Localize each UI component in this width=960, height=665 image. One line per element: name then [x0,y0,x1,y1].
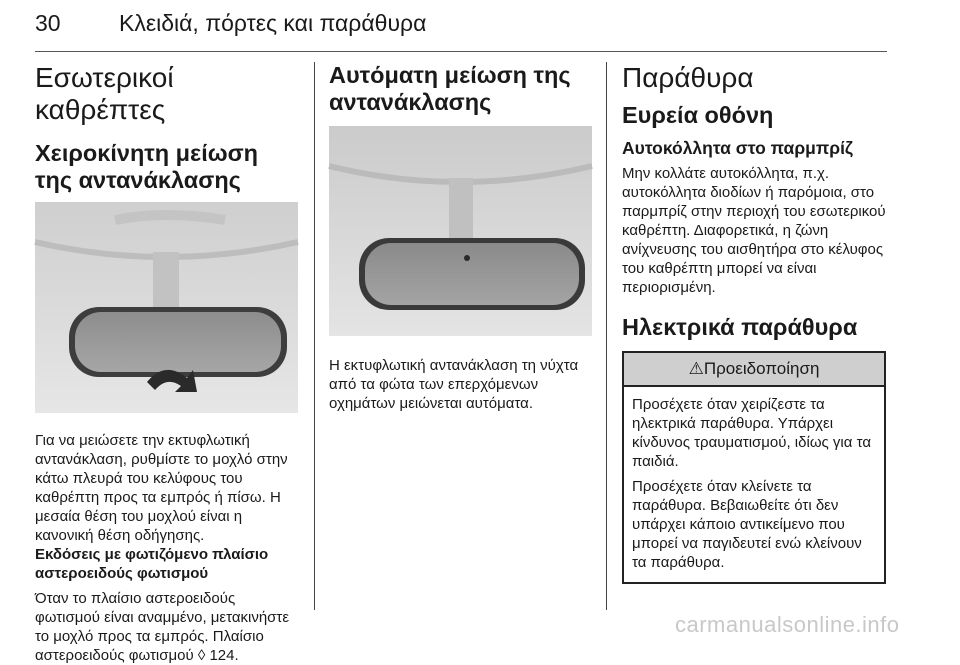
page-header [35,8,887,52]
section-heading: Εσωτερικοί καθρέπτες [35,62,174,125]
section-heading: Παράθυρα [622,62,754,93]
running-title: Κλειδιά, πόρτες και παράθυρα [119,10,427,36]
paragraph: Μην κολλάτε αυτοκόλλητα, π.χ. αυτοκόλλητα διοδίων ή παρόμοια, στο παρμπρίζ στην περιοχή του εσωτερικού καθρέπτη. Διαφορετικά, η ζώνη ανίχνευσης του αισθητήρα στο κέλυφος του καθρέπτη μπορεί να είναι περιορισμένη. [622,165,886,296]
column-1 [35,62,301,665]
column-divider [606,62,607,610]
manual-mirror-photo [35,202,298,413]
warning-box [622,351,886,584]
column-2 [329,62,595,413]
subsubsection-heading: Αυτοκόλλητα στο παρμπρίζ [622,138,853,158]
paragraph: Όταν το πλαίσιο αστεροειδούς φωτισμού είναι αναμμένο, μετακινήστε το μοχλό προς τα εμπρός. Πλαίσιο αστεροειδούς φωτισμού ◊ 124. [35,590,290,664]
paragraph: Για να μειώσετε την εκτυφλωτική αντανάκλαση, ρυθμίστε το μοχλό στην κάτω πλευρά του κελύφους του καθρέπτη προς τα εμπρός ή πίσω. Η μεσαία θέση του μοχλού είναι η κανονική θέση οδήγησης. [35,432,288,544]
subsection-heading: Αυτόματη μείωση της αντανάκλασης [329,62,571,115]
warning-header [624,353,884,387]
watermark: carmanualsonline.info [675,612,900,637]
light-sensor-icon [464,255,470,261]
subsection-heading: Ηλεκτρικά παράθυρα [622,314,858,340]
warning-paragraph: Προσέχετε όταν χειρίζεστε τα ηλεκτρικά παράθυρα. Υπάρχει κίνδυνος τραυματισμού, ιδίως για τα παιδιά. [632,396,871,470]
subsection-heading: Χειροκίνητη μείωση της αντανάκλασης [35,140,259,193]
page-reference[interactable]: 124. [209,647,239,664]
manual-mirror-illustration [35,202,298,413]
warning-paragraph: Προσέχετε όταν κλείνετε τα παράθυρα. Βεβαιωθείτε ότι δεν υπάρχει κάποιο αντικείμενο που μπορεί να παγιδευτεί ενώ κλείνουν τα παράθυρα. [632,478,862,571]
page-ref-icon: ◊ [197,647,206,664]
auto-dimming-mirror-photo [329,126,592,336]
column-divider [314,62,315,610]
warning-body [624,387,884,582]
auto-dimming-mirror-illustration [329,126,592,336]
warning-title: Προειδοποίηση [703,359,820,378]
bold-heading: Εκδόσεις με φωτιζόμενο πλαίσιο αστεροειδούς φωτισμού [35,546,269,582]
column-3 [622,62,886,584]
page-number: 30 [35,10,61,36]
warning-triangle-icon: ⚠ [688,359,704,378]
paragraph: Η εκτυφλωτική αντανάκλαση τη νύχτα από τα φώτα των επερχόμενων οχημάτων μειώνεται αυτόματα. [329,357,579,412]
subsection-heading: Ευρεία οθόνη [622,102,774,128]
